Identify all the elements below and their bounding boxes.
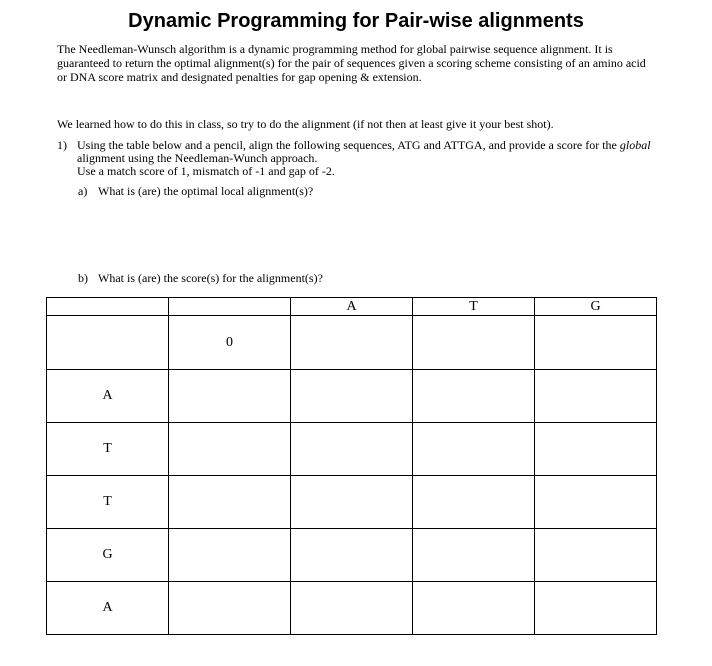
question-b-text: What is (are) the score(s) for the alignment(s)? [98,271,323,285]
table-cell[interactable] [169,529,291,582]
alignment-table [46,297,657,635]
table-cell[interactable] [291,370,413,423]
question-b [78,271,323,286]
table-cell[interactable] [413,582,535,635]
header-cell [169,298,291,316]
question-1-number: 1) [57,138,67,152]
table-cell[interactable] [169,423,291,476]
header-cell: G [535,298,657,316]
table-row [47,529,657,582]
table-cell[interactable] [291,529,413,582]
row-label: A [47,582,169,635]
table-cell[interactable] [291,582,413,635]
row-label: G [47,529,169,582]
table-cell[interactable] [535,582,657,635]
question-1-emphasis: global [619,138,651,152]
row-label: A [47,370,169,423]
table-row [47,423,657,476]
question-1 [57,139,657,178]
table-cell[interactable] [535,370,657,423]
table-header-row [47,298,657,316]
table-cell[interactable] [413,316,535,370]
question-1-text-before: Using the table below and a pencil, align the following sequences, ATG and ATTGA, and provide a score for the [77,138,620,152]
table-cell[interactable]: 0 [169,316,291,370]
question-a-text: What is (are) the optimal local alignment(s)? [98,184,314,198]
table-cell[interactable] [413,370,535,423]
table-cell[interactable] [47,316,169,370]
page-title: Dynamic Programming for Pair-wise alignments [128,10,584,32]
table-row [47,582,657,635]
row-label: T [47,423,169,476]
instruction-text: We learned how to do this in class, so try to do the alignment (if not then at least give it your best shot). [57,117,554,131]
table-cell[interactable] [169,582,291,635]
question-1-text-after: alignment using the Needleman-Wunch approach. [77,151,318,165]
header-cell [47,298,169,316]
table-cell[interactable] [413,476,535,529]
intro-paragraph: The Needleman-Wunsch algorithm is a dynamic programming method for global pairwise sequence alignment. It is guaranteed to return the optimal alignment(s) for the pair of sequences given a scoring scheme consisting of an amino acid or DNA score matrix and designated penalties for gap opening & extension. [57,42,646,84]
table-cell[interactable] [535,316,657,370]
table-cell[interactable] [291,476,413,529]
table-cell[interactable] [535,476,657,529]
table-cell[interactable] [413,529,535,582]
table-row [47,476,657,529]
question-a-letter: a) [78,184,88,198]
table-row-initial [47,316,657,370]
question-b-letter: b) [78,271,88,285]
table-cell[interactable] [291,423,413,476]
table-cell[interactable] [413,423,535,476]
question-1-scoring: Use a match score of 1, mismatch of -1 and gap of -2. [77,164,335,178]
row-label: T [47,476,169,529]
table-cell[interactable] [535,529,657,582]
table-cell[interactable] [169,370,291,423]
table-cell[interactable] [291,316,413,370]
header-cell: T [413,298,535,316]
table-cell[interactable] [169,476,291,529]
header-cell: A [291,298,413,316]
question-a [78,184,313,199]
table-row [47,370,657,423]
table-cell[interactable] [535,423,657,476]
